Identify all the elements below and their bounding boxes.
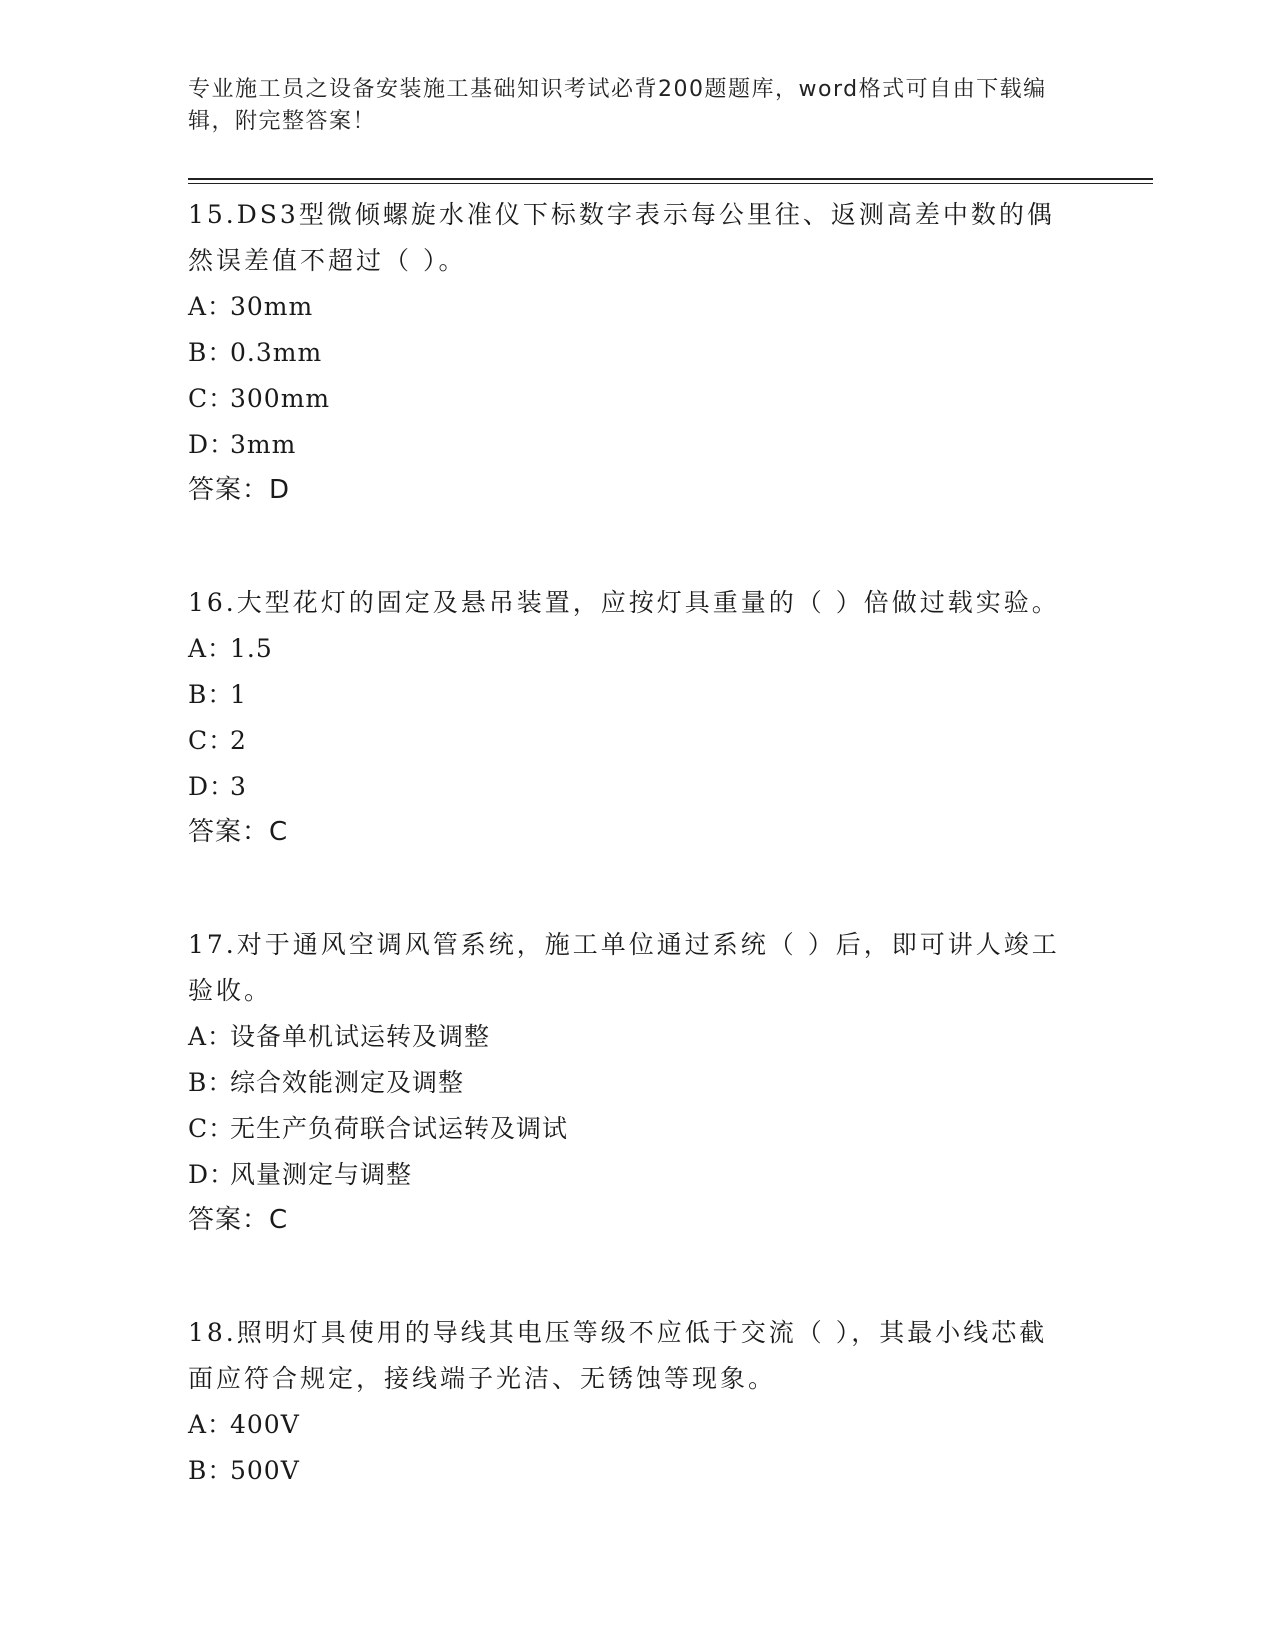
option-c: C：2 xyxy=(188,726,247,755)
option-b: B：500V xyxy=(188,1456,300,1485)
option-a: A：设备单机试运转及调整 xyxy=(188,1022,491,1051)
header-divider-thin xyxy=(188,183,1153,184)
question-text: 16.大型花灯的固定及悬吊装置，应按灯具重量的（ ）倍做过载实验。 xyxy=(188,588,1060,617)
option-d: D：风量测定与调整 xyxy=(188,1160,413,1189)
option-a: A：30mm xyxy=(188,292,314,321)
option-a: A：400V xyxy=(188,1410,300,1439)
option-d: D：3 xyxy=(188,772,247,801)
question-spacer xyxy=(188,512,1068,574)
option-b: B：0.3mm xyxy=(188,338,323,367)
question-text: 15.DS3型微倾螺旋水准仪下标数字表示每公里往、返测高差中数的偶然误差值不超过（ ）。 xyxy=(188,200,1055,275)
question-spacer xyxy=(188,854,1068,916)
option-b: B：1 xyxy=(188,680,247,709)
question-spacer xyxy=(188,1242,1068,1304)
option-d: D：3mm xyxy=(188,430,297,459)
option-b: B：综合效能测定及调整 xyxy=(188,1068,465,1097)
answer: 答案：C xyxy=(188,1205,289,1235)
header-divider xyxy=(188,178,1153,180)
answer: 答案：D xyxy=(188,475,291,505)
question-text: 18.照明灯具使用的导线其电压等级不应低于交流（ ），其最小线芯截面应符合规定，接线端子光洁、无锈蚀等现象。 xyxy=(188,1318,1048,1393)
question-list xyxy=(188,186,1068,1494)
question-16 xyxy=(188,574,1068,854)
question-text: 17.对于通风空调风管系统，施工单位通过系统（ ）后，即可讲人竣工验收。 xyxy=(188,930,1060,1005)
option-c: C：无生产负荷联合试运转及调试 xyxy=(188,1114,569,1143)
question-15 xyxy=(188,186,1068,512)
document-header: 专业施工员之设备安装施工基础知识考试必背200题题库，word格式可自由下载编辑，附完整答案！ xyxy=(188,77,1047,134)
question-17 xyxy=(188,916,1068,1242)
question-18 xyxy=(188,1304,1068,1494)
option-c: C：300mm xyxy=(188,384,331,413)
option-a: A：1.5 xyxy=(188,634,273,663)
answer: 答案：C xyxy=(188,817,289,847)
